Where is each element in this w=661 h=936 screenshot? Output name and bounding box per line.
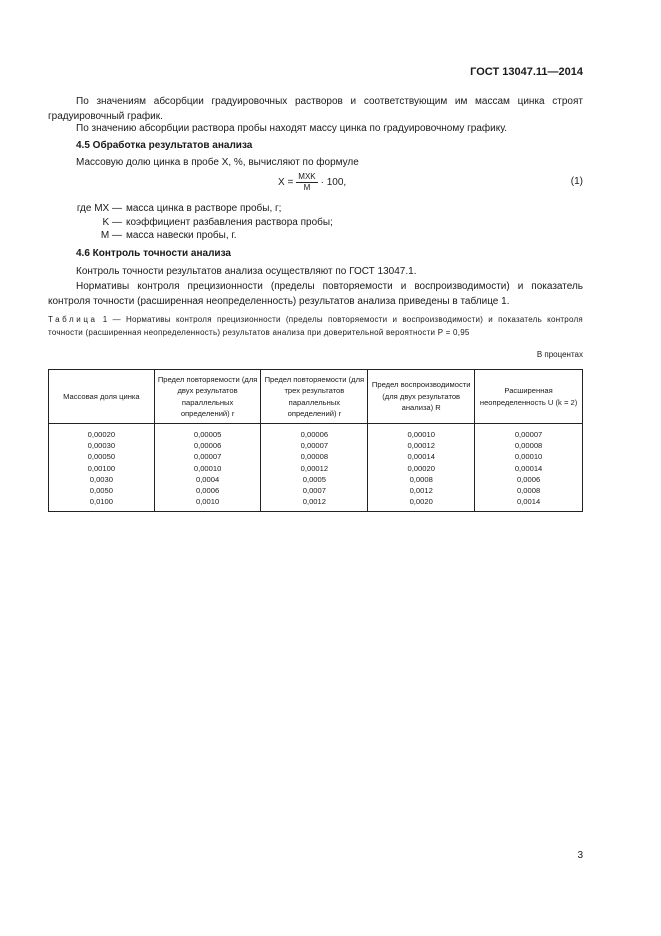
- column-header: Предел повторяемости (для двух результатов параллельных определений) r: [154, 370, 261, 424]
- cell-value: 0,00007: [300, 441, 329, 451]
- cell-value: 0,00010: [407, 430, 435, 439]
- table-header-row: [49, 370, 583, 424]
- definition-row: [48, 229, 333, 243]
- table-caption-text: 1 — Нормативы контроля прецизионности (пределы повторяемости и воспроизводимости) и показатель контроля точности (расширенная неопределенность) результатов анализа при доверительной вероятности P = 0,95: [48, 315, 583, 337]
- intro-paragraph-1: По значениям абсорбции градуировочных растворов и соответствующим им массам цинка строят градуировочный график.: [48, 96, 583, 122]
- formula-fraction: [296, 172, 317, 193]
- cell-value: 0,00005: [193, 430, 222, 439]
- document-code: ГОСТ 13047.11—2014: [470, 66, 583, 78]
- cell-value: 0,00010: [514, 452, 543, 462]
- cell-value: 0,00010: [193, 463, 222, 473]
- cell-value: 0,00020: [407, 463, 435, 473]
- definition-text: коэффициент разбавления раствора пробы;: [126, 216, 333, 228]
- cell-value: 0,00012: [407, 441, 435, 451]
- formula-1: [278, 172, 346, 193]
- formula-rhs: · 100,: [320, 177, 347, 188]
- definition-term: где MX —: [76, 203, 122, 214]
- cell-value: 0,00014: [407, 452, 435, 462]
- cell-value: 0,0100: [89, 497, 113, 507]
- cell-value: 0,00007: [193, 452, 222, 462]
- section-4-6-heading: 4.6 Контроль точности анализа: [76, 248, 231, 259]
- definition-text: масса навески пробы, г.: [126, 230, 237, 241]
- table-cell: [49, 424, 155, 512]
- cell-value: 0,0010: [195, 497, 220, 507]
- cell-value: 0,00008: [300, 452, 329, 462]
- cell-value: 0,0008: [409, 474, 433, 484]
- cell-value: 0,00006: [193, 441, 222, 451]
- cell-value: 0,0014: [516, 497, 541, 507]
- cell-value: 0,00012: [300, 463, 329, 473]
- table-cell: [475, 424, 583, 512]
- column-header: Массовая доля цинка: [49, 370, 155, 424]
- table-cell: [261, 424, 368, 512]
- section-4-5-heading: 4.5 Обработка результатов анализа: [76, 140, 253, 151]
- cell-value: 0,0008: [516, 486, 541, 496]
- intro-paragraph-2: По значению абсорбции раствора пробы находят массу цинка по градуировочному графику.: [76, 123, 507, 134]
- cell-value: 0,00008: [514, 441, 543, 451]
- column-header: Предел повторяемости (для трех результатов параллельных определений) r: [261, 370, 368, 424]
- cell-value: 0,0006: [195, 486, 220, 496]
- section-4-6-paragraph-2: Нормативы контроля прецизионности (пределы повторяемости и воспроизводимости) и показатель контроля точности (расширенная неопределенность) результатов анализа приведены в таблице 1.: [48, 281, 583, 307]
- column-header: Расширенная неопределенность U (k = 2): [475, 370, 583, 424]
- cell-value: 0,0004: [195, 474, 220, 484]
- definition-row: [48, 216, 333, 230]
- column-header: Предел воспроизводимости (для двух результатов анализа) R: [368, 370, 475, 424]
- definition-text: масса цинка в растворе пробы, г;: [126, 203, 282, 214]
- table-caption-label: Таблица: [48, 315, 98, 324]
- equation-number: (1): [570, 176, 583, 187]
- table-row: [49, 424, 583, 512]
- cell-value: 0,00050: [87, 452, 116, 462]
- table-cell: [154, 424, 261, 512]
- precision-table: [48, 369, 583, 512]
- definition-term: M —: [100, 230, 122, 241]
- cell-value: 0,0050: [89, 486, 113, 496]
- formula-lhs: X =: [278, 177, 294, 188]
- cell-value: 0,00006: [300, 430, 329, 439]
- cell-value: 0,0020: [409, 497, 433, 507]
- cell-value: 0,0007: [302, 486, 326, 496]
- cell-value: 0,00030: [87, 441, 116, 451]
- table-cell: [368, 424, 475, 512]
- cell-value: 0,0012: [302, 497, 326, 507]
- formula-denominator: M: [303, 183, 311, 192]
- table-caption: [48, 314, 583, 339]
- page-number: 3: [577, 850, 583, 861]
- cell-value: 0,0006: [516, 474, 541, 484]
- cell-value: 0,0012: [409, 486, 433, 496]
- cell-value: 0,00020: [87, 430, 116, 439]
- cell-value: 0,0005: [302, 474, 326, 484]
- cell-value: 0,00100: [87, 463, 116, 473]
- cell-value: 0,0030: [89, 474, 113, 484]
- cell-value: 0,00007: [514, 430, 543, 439]
- cell-value: 0,00014: [514, 463, 543, 473]
- formula-numerator: MXK: [298, 172, 316, 181]
- units-note: В процентах: [536, 350, 583, 359]
- section-4-6-paragraph-1: Контроль точности результатов анализа осуществляют по ГОСТ 13047.1.: [76, 266, 417, 277]
- definitions-list: [48, 202, 333, 243]
- definition-row: [48, 202, 333, 216]
- definition-term: K —: [102, 216, 122, 228]
- section-4-5-text: Массовую долю цинка в пробе X, %, вычисляют по формуле: [76, 157, 359, 168]
